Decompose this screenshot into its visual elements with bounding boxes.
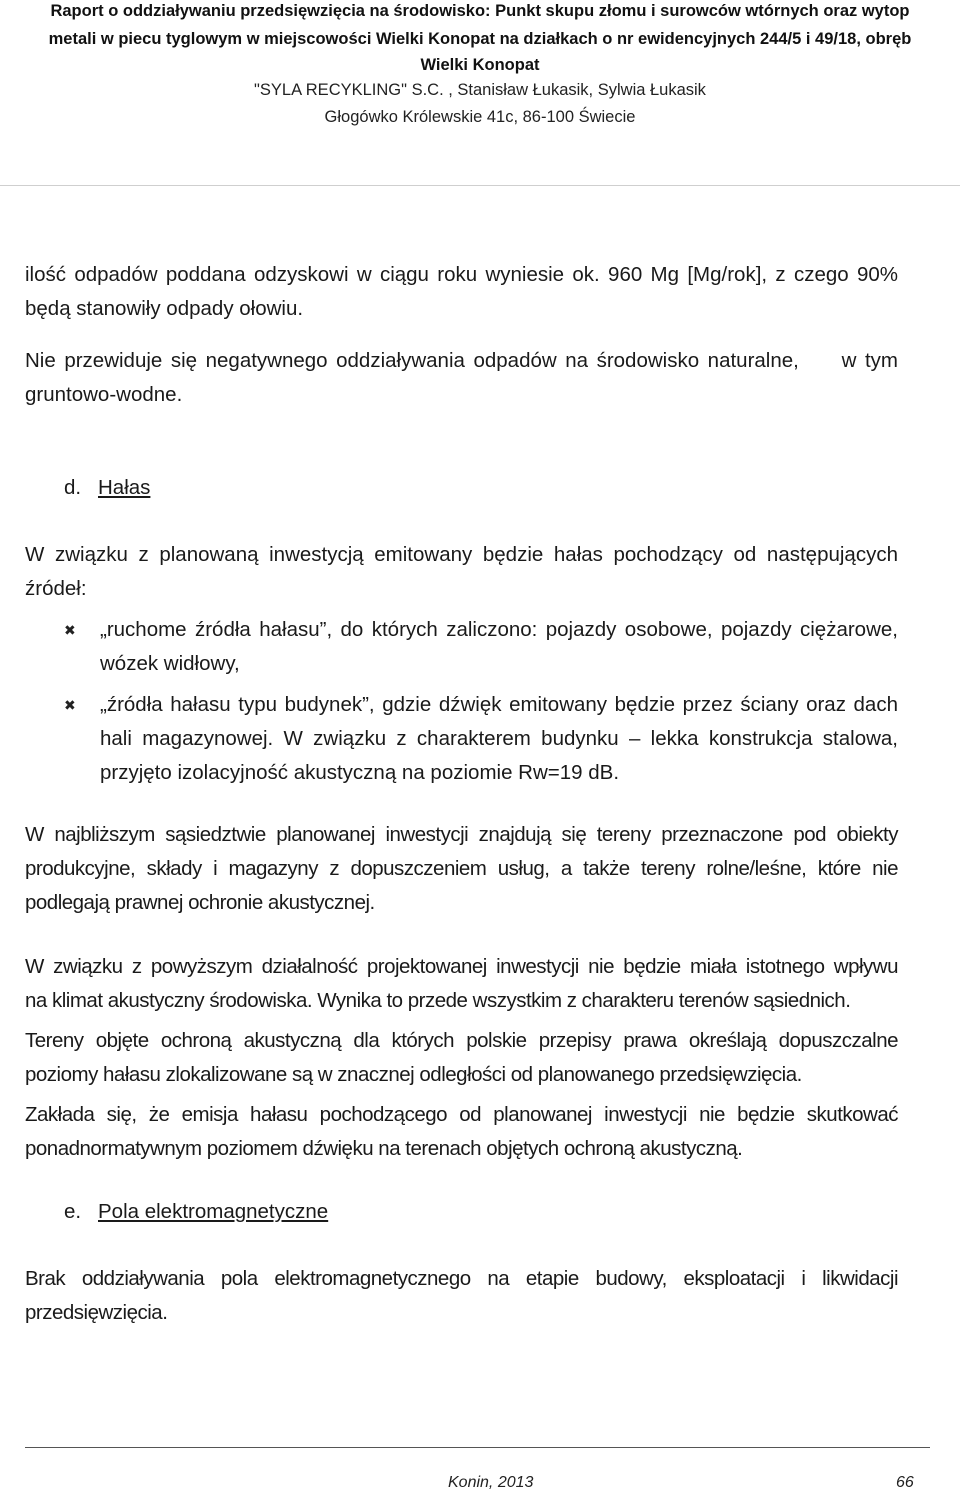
paragraph-line: W związku z powyższym działalność projektowanej inwestycji nie będzie miała istotnego wpływu	[25, 955, 898, 978]
paragraph-line: będą stanowiły odpady ołowiu.	[25, 297, 304, 320]
paragraph-electromagnetic	[25, 1262, 898, 1330]
paragraph-line: Nie przewiduje się negatywnego oddziaływania odpadów na środowisko naturalne, w tym	[25, 349, 898, 372]
paragraph-line: poziomy hałasu zlokalizowane są w znacznej odległości od planowanego przedsięwzięcia.	[25, 1063, 802, 1086]
header-divider	[0, 185, 960, 186]
header-address: Głogówko Królewskie 41c, 86-100 Świecie	[324, 108, 636, 126]
bullet-line: „ruchome źródła hałasu”, do których zaliczono: pojazdy osobowe, pojazdy ciężarowe,	[100, 618, 898, 641]
paragraph-no-impact-waste	[25, 344, 898, 412]
paragraph-line: ponadnormatywnym poziomem dźwięku na terenach objętych ochroną akustyczną.	[25, 1137, 743, 1160]
paragraph-line: ilość odpadów poddana odzyskowi w ciągu roku wyniesie ok. 960 Mg [Mg/rok], z czego 90%	[25, 263, 898, 286]
footer-divider	[25, 1447, 930, 1448]
paragraph-noise-sources	[25, 538, 898, 606]
section-d-title: Hałas	[98, 476, 151, 499]
paragraph-line: źródeł:	[25, 577, 87, 600]
section-e-letter: e.	[64, 1200, 82, 1223]
bullet-line: „źródła hałasu typu budynek”, gdzie dźwięk emitowany będzie przez ściany oraz dach	[100, 693, 898, 716]
paragraph-waste-amount	[25, 258, 898, 326]
paragraph-line: przedsięwzięcia.	[25, 1301, 168, 1324]
paragraph-line: Tereny objęte ochroną akustyczną dla których polskie przepisy prawa określają dopuszczalne	[25, 1029, 898, 1052]
paragraph-acoustic-climate	[25, 950, 898, 1018]
footer-page-number: 66	[896, 1474, 914, 1491]
section-d-letter: d.	[64, 476, 82, 499]
footer-city-year: Konin, 2013	[448, 1474, 534, 1491]
paragraph-line: Zakłada się, że emisja hałasu pochodzącego od planowanej inwestycji nie będzie skutkować	[25, 1103, 898, 1126]
bullet-line: przyjęto izolacyjność akustyczną na poziomie Rw=19 dB.	[100, 761, 620, 784]
header-title-line-1: Raport o oddziaływaniu przedsięwzięcia na środowisko: Punkt skupu złomu i surowców wtórnych oraz wytop	[50, 2, 910, 20]
paragraph-line: W związku z planowaną inwestycją emitowany będzie hałas pochodzący od następujących	[25, 543, 898, 566]
header-company: "SYLA RECYKLING" S.C. , Stanisław Łukasik, Sylwia Łukasik	[254, 81, 706, 99]
paragraph-line: podlegają prawnej ochronie akustycznej.	[25, 891, 375, 914]
paragraph-line: Brak oddziaływania pola elektromagnetycznego na etapie budowy, eksploatacji i likwidacji	[25, 1267, 898, 1290]
paragraph-line: gruntowo-wodne.	[25, 383, 183, 406]
paragraph-line: produkcyjne, składy i magazyny z dopuszczeniem usług, a także tereny rolne/leśne, które nie	[25, 857, 898, 880]
bullet-item-mobile-sources	[100, 613, 898, 681]
header-title-line-2: metali w piecu tyglowym w miejscowości Wielki Konopat na działkach o nr ewidencyjnych 244/5 i 49/18, obręb	[48, 30, 912, 48]
paragraph-noise-emission	[25, 1098, 898, 1166]
bullet-line: wózek widłowy,	[100, 652, 240, 675]
paragraph-neighbourhood	[25, 818, 898, 920]
paragraph-protected-areas	[25, 1024, 898, 1092]
bullet-line: hali magazynowej. W związku z charakterem budynku – lekka konstrukcja stalowa,	[100, 727, 898, 750]
paragraph-line: na klimat akustyczny środowiska. Wynika to przede wszystkim z charakteru terenów sąsiednich.	[25, 989, 851, 1012]
bullet-x-icon: ✖	[64, 622, 76, 638]
paragraph-line: W najbliższym sąsiedztwie planowanej inwestycji znajdują się tereny przeznaczone pod obiekty	[25, 823, 898, 846]
bullet-x-icon: ✖	[64, 697, 76, 713]
section-e-title: Pola elektromagnetyczne	[98, 1200, 329, 1223]
bullet-item-building-sources	[100, 688, 898, 790]
header-title-line-3: Wielki Konopat	[420, 56, 540, 74]
